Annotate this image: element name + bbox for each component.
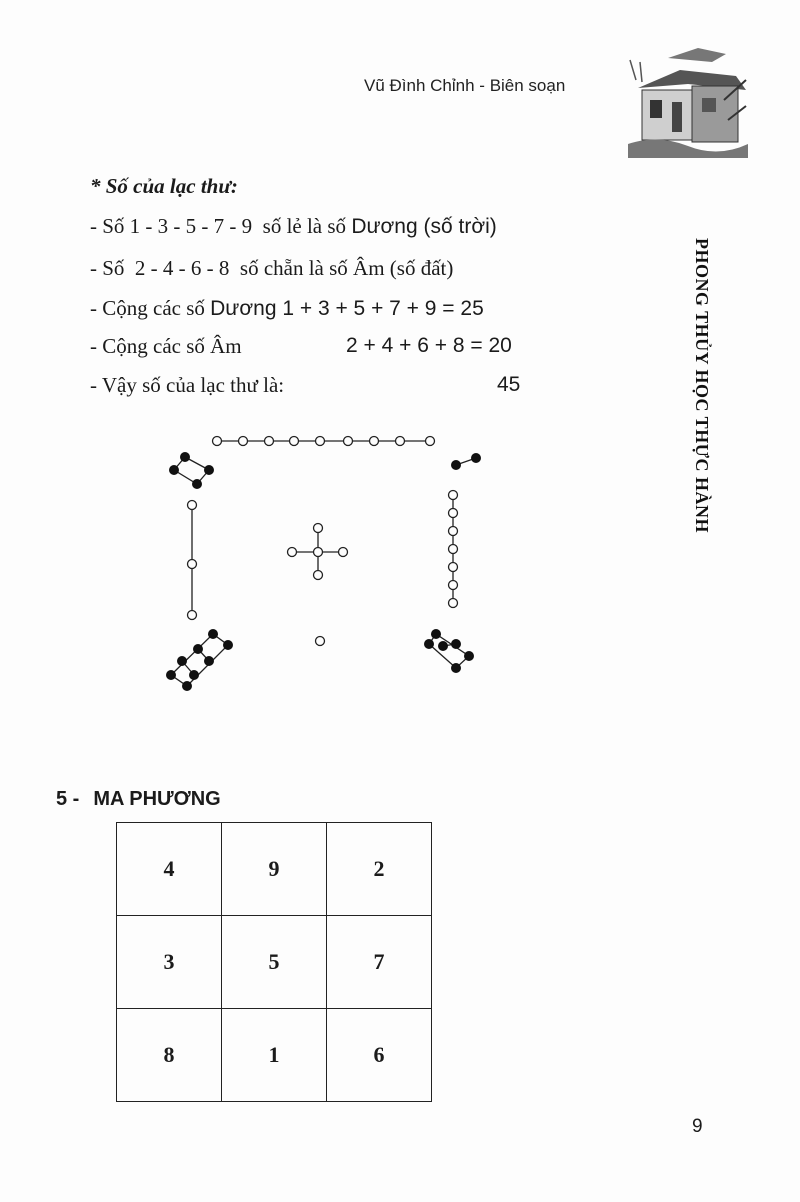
lacthu-line-even: - Số 2 - 4 - 6 - 8 số chẵn là số Âm (số đất) — [90, 256, 454, 280]
table-row — [117, 916, 432, 1009]
lacthu-line-odd: - Số 1 - 3 - 5 - 7 - 9 số lẻ là số Dương (số trời) — [90, 214, 497, 238]
author-separator: - — [474, 76, 490, 95]
lacthu-sum-negative-value: 2 + 4 + 6 + 8 = 20 — [346, 334, 512, 357]
magic-cell: 8 — [117, 1009, 222, 1102]
lacthu-heading: * Số của lạc thư: — [90, 174, 238, 198]
magic-cell: 9 — [222, 823, 327, 916]
magic-square-title — [56, 788, 221, 811]
table-row — [117, 1009, 432, 1102]
lacthu-total-value: 45 — [497, 373, 521, 396]
side-book-title: PHONG THỦY HỌC THỰC HÀNH — [692, 238, 712, 534]
magic-cell: 7 — [327, 916, 432, 1009]
lacthu-line-sum-positive: - Cộng các số Dương 1 + 3 + 5 + 7 + 9 = 25 — [90, 296, 484, 320]
magic-cell: 5 — [222, 916, 327, 1009]
section-number: 5 - — [56, 788, 80, 810]
section-title-text: MA PHƯƠNG — [93, 788, 221, 810]
lacthu-line-sum-negative: - Cộng các số Âm — [90, 334, 242, 358]
lacthu-line-total: - Vậy số của lạc thư là: — [90, 373, 285, 397]
magic-square-table — [116, 822, 432, 1102]
table-row — [117, 823, 432, 916]
author-name: Vũ Đình Chỉnh — [364, 76, 475, 95]
magic-cell: 3 — [117, 916, 222, 1009]
author-role: Biên soạn — [489, 76, 566, 95]
magic-cell: 1 — [222, 1009, 327, 1102]
magic-cell: 4 — [117, 823, 222, 916]
magic-cell: 6 — [327, 1009, 432, 1102]
page-number: 9 — [692, 1116, 703, 1137]
magic-cell: 2 — [327, 823, 432, 916]
